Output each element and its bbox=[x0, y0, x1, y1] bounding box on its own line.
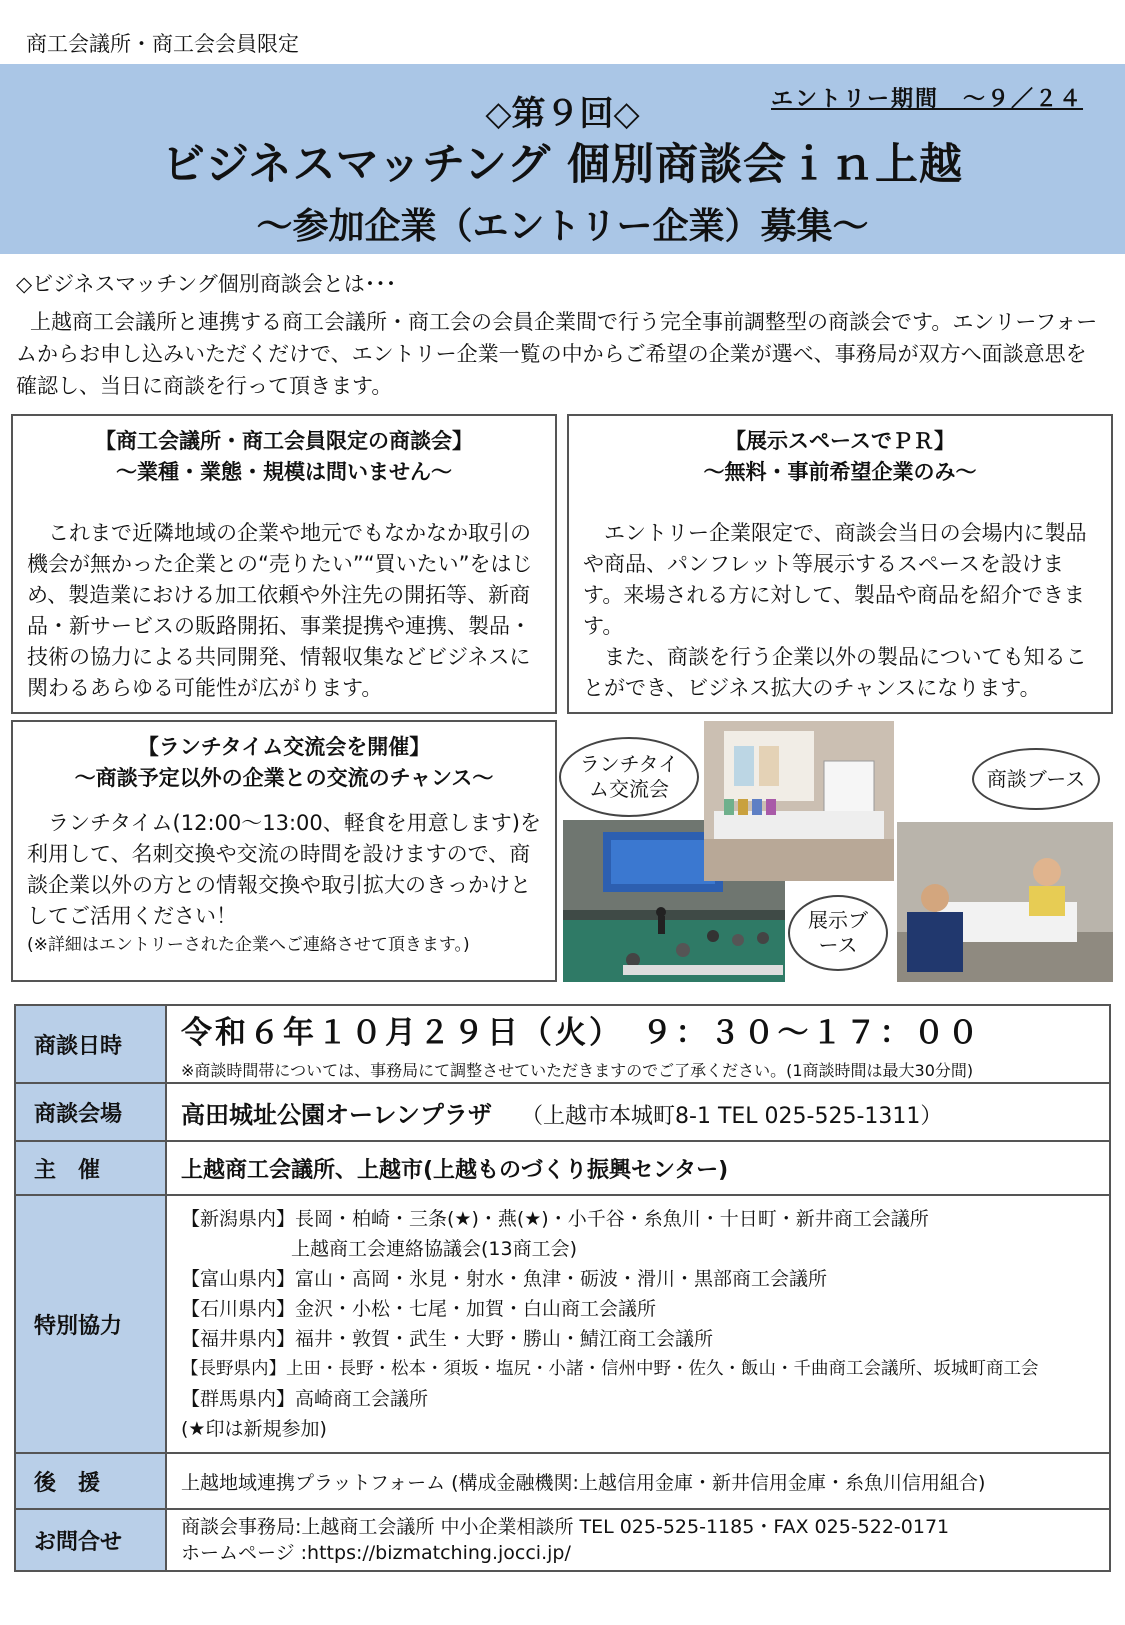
support-value: 上越地域連携プラットフォーム (構成金融機関:上越信用金庫・新井信用金庫・糸魚川信用組合) bbox=[166, 1453, 1110, 1509]
host-row bbox=[15, 1141, 1110, 1195]
members-box-title: 【商工会議所・商工会員限定の商談会】 bbox=[95, 429, 473, 453]
event-info-table bbox=[14, 1004, 1111, 1572]
exhibit-box-text-2: また、商談を行う企業以外の製品についても知ることができ、ビジネス拡大のチャンスになります。 bbox=[583, 645, 1087, 700]
lunch-bubble bbox=[559, 737, 699, 817]
intro-heading: ◇ビジネスマッチング個別商談会とは･･･ bbox=[16, 272, 397, 296]
contact-row bbox=[15, 1509, 1110, 1571]
members-box bbox=[11, 414, 557, 714]
date-label: 商談日時 bbox=[15, 1005, 166, 1083]
homepage-link[interactable]: ホームページ :https://bizmatching.jocci.jp/ bbox=[181, 1542, 571, 1564]
coop-line: 上越商工会連絡協議会(13商工会) bbox=[291, 1238, 578, 1260]
exhibit-bubble-text: 展示ブース bbox=[808, 908, 868, 957]
coop-line: 【富山県内】富山・高岡・氷見・射水・魚津・砺波・滑川・黒部商工会議所 bbox=[181, 1268, 828, 1290]
coop-cell bbox=[166, 1195, 1110, 1453]
booth-photo bbox=[897, 822, 1113, 982]
exhibit-box-title: 【展示スペースでＰＲ】 bbox=[725, 429, 955, 453]
members-box-subtitle: ～業種・業態・規模は問いません～ bbox=[116, 460, 452, 484]
page-title: ビジネスマッチング 個別商談会ｉｎ上越 bbox=[161, 140, 964, 190]
contact-line: 商談会事務局:上越商工会議所 中小企業相談所 TEL 025-525-1185・FAX 025-522-0171 bbox=[181, 1516, 950, 1538]
venue-cell bbox=[166, 1083, 1110, 1141]
coop-row bbox=[15, 1195, 1110, 1453]
support-row bbox=[15, 1453, 1110, 1509]
exhibit-bubble bbox=[788, 895, 888, 971]
date-cell bbox=[166, 1005, 1110, 1083]
lunch-box-note: (※詳細はエントリーされた企業へご連絡させて頂きます。) bbox=[27, 935, 470, 955]
coop-line: (★印は新規参加) bbox=[181, 1418, 327, 1440]
contact-label: お問合せ bbox=[15, 1509, 166, 1571]
lunch-box-text: ランチタイム(12:00～13:00、軽食を用意します)を利用して、名刺交換や交流の時間を設けますので、商談企業以外の方との情報交換や取引拡大のきっかけとしてご活用ください！ bbox=[27, 811, 541, 928]
round-label: ◇第９回◇ bbox=[485, 94, 640, 134]
lunch-box-subtitle: ～商談予定以外の企業との交流のチャンス～ bbox=[74, 766, 494, 790]
venue-value: 高田城址公園オーレンプラザ bbox=[181, 1100, 492, 1129]
date-row bbox=[15, 1005, 1110, 1083]
host-value: 上越商工会議所、上越市(上越ものづくり振興センター) bbox=[166, 1141, 1110, 1195]
venue-label: 商談会場 bbox=[15, 1083, 166, 1141]
date-value: 令和６年１０月２９日（火） ９：３０～１７：００ bbox=[181, 1015, 982, 1051]
members-only-note: 商工会議所・商工会会員限定 bbox=[26, 32, 299, 56]
coop-line: 【群馬県内】高崎商工会議所 bbox=[181, 1388, 429, 1410]
host-label: 主 催 bbox=[15, 1141, 166, 1195]
coop-line: 【福井県内】福井・敦賀・武生・大野・勝山・鯖江商工会議所 bbox=[181, 1328, 714, 1350]
intro-text: 上越商工会議所と連携する商工会議所・商工会の会員企業間で行う完全事前調整型の商談会です。エンリーフォームからお申し込みいただくだけで、エントリー企業一覧の中からご希望の企業が選べ、事務局が双方へ面談意思を確認し、当日に商談を行って頂きます。 bbox=[16, 310, 1098, 398]
coop-label: 特別協力 bbox=[15, 1195, 166, 1453]
coop-line: 【新潟県内】長岡・柏崎・三条(★)・燕(★)・小千谷・糸魚川・十日町・新井商工会議所 bbox=[181, 1208, 929, 1230]
contact-cell bbox=[166, 1509, 1110, 1571]
booth-bubble-text: 商談ブース bbox=[986, 766, 1086, 791]
exhibit-box bbox=[567, 414, 1113, 714]
lunch-box bbox=[11, 720, 557, 982]
coop-line: 【長野県内】上田・長野・松本・須坂・塩尻・小諸・信州中野・佐久・飯山・千曲商工会議所、坂城町商工会 bbox=[181, 1359, 1039, 1379]
entry-period: エントリー期間 ～９／２４ bbox=[771, 87, 1084, 112]
support-label: 後 援 bbox=[15, 1453, 166, 1509]
exhibit-box-text: エントリー企業限定で、商談会当日の会場内に製品や商品、パンフレット等展示するスペースを設けます。来場される方に対して、製品や商品を紹介できます。 bbox=[583, 521, 1087, 638]
exhibit-box-subtitle: ～無料・事前希望企業のみ～ bbox=[703, 460, 977, 484]
members-box-text: これまで近隣地域の企業や地元でもなかなか取引の機会が無かった企業との“売りたい”“買いたい”をはじめ、製造業における加工依頼や外注先の開拓等、新商品・新サービスの販路開拓、事業提携や連携、製品・技術の協力による共同開発、情報収集などビジネスに関わるあらゆる可能性が広がります。 bbox=[27, 521, 533, 700]
lunch-bubble-text: ランチタイム交流会 bbox=[579, 752, 679, 801]
venue-row bbox=[15, 1083, 1110, 1141]
venue-address: （上越市本城町8-1 TEL 025-525-1311） bbox=[521, 1103, 943, 1129]
coop-line: 【石川県内】金沢・小松・七尾・加賀・白山商工会議所 bbox=[181, 1298, 657, 1320]
booth-bubble bbox=[972, 748, 1100, 810]
exhibit-photo bbox=[704, 721, 894, 881]
date-note: ※商談時間帯については、事務局にて調整させていただきますのでご了承ください。(1商談時間は最大30分間) bbox=[181, 1061, 974, 1080]
page-subtitle: ～参加企業（エントリー企業）募集～ bbox=[256, 206, 869, 247]
lunch-box-title: 【ランチタイム交流会を開催】 bbox=[137, 735, 431, 759]
